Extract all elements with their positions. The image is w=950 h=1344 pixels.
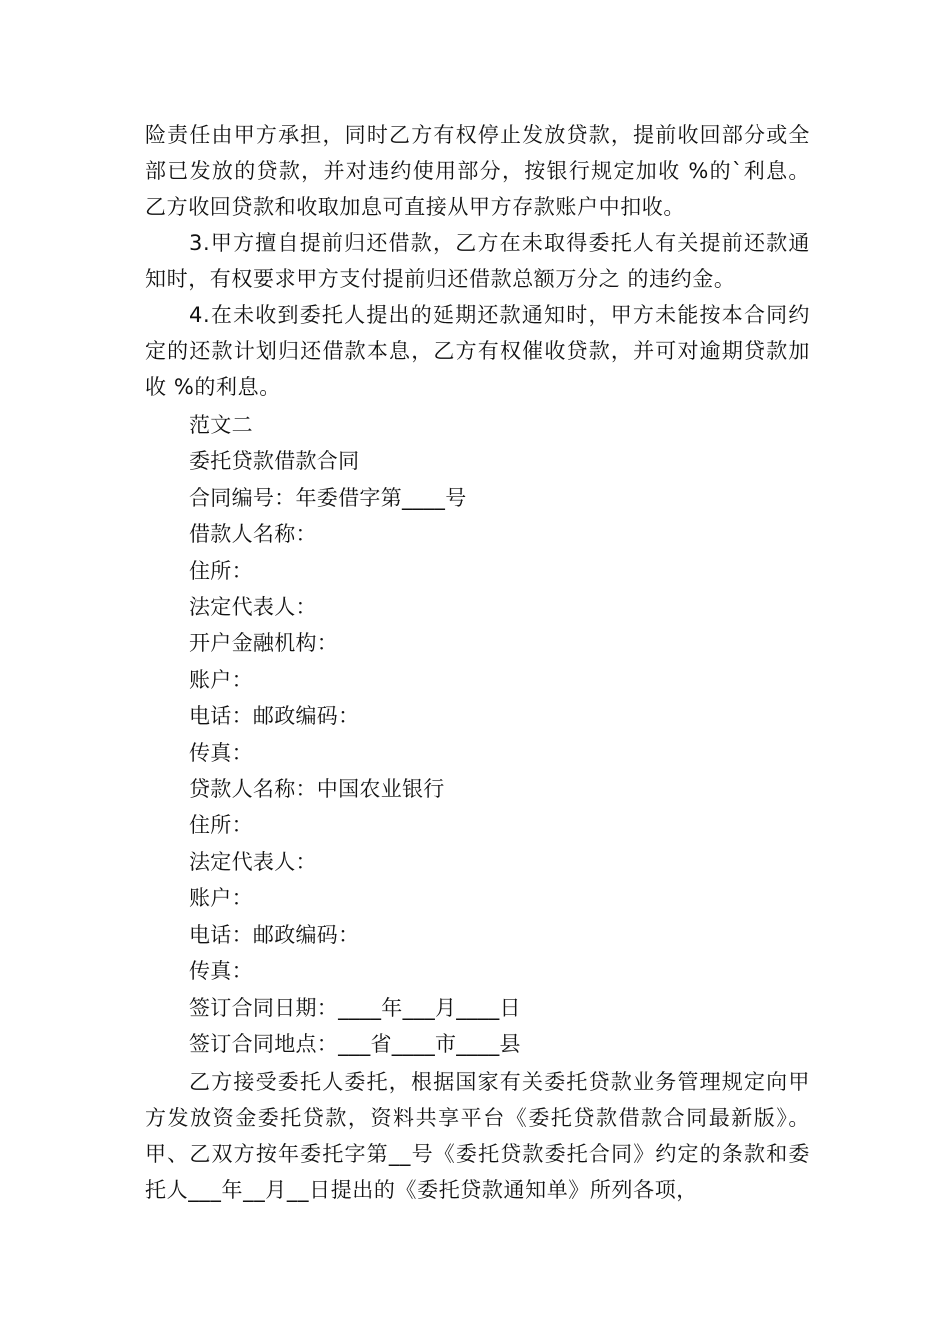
signing-place: 签订合同地点：___省____市____县 <box>189 1031 521 1056</box>
contract-number: 合同编号：年委借字第____号 <box>189 485 467 510</box>
borrower-account: 账户： <box>189 667 253 692</box>
document-body <box>145 117 810 1208</box>
lender-account: 账户： <box>189 886 253 911</box>
section-label: 范文二 <box>189 413 253 437</box>
paragraph-liability-clause: 险责任由甲方承担，同时乙方有权停止发放贷款，提前收回部分或全部已发放的贷款，并对违约使用部分，按银行规定加收 %的`利息。乙方收回贷款和收取加息可直接从甲方存款账户中扣收。 <box>145 123 810 219</box>
borrower-legal-rep: 法定代表人： <box>189 595 317 620</box>
contract-title: 委托贷款借款合同 <box>189 449 360 474</box>
borrower-name: 借款人名称： <box>189 522 317 547</box>
borrower-address: 住所： <box>189 558 253 583</box>
lender-phone-postcode: 电话：邮政编码： <box>189 922 360 947</box>
borrower-phone-postcode: 电话：邮政编码： <box>189 704 360 729</box>
paragraph-clause-4: 4.在未收到委托人提出的延期还款通知时，甲方未能按本合同约定的还款计划归还借款本息，乙方有权催收贷款，并可对逾期贷款加收 %的利息。 <box>145 303 810 399</box>
lender-legal-rep: 法定代表人： <box>189 849 317 874</box>
signing-date: 签订合同日期：____年___月____日 <box>189 995 521 1020</box>
paragraph-clause-3: 3.甲方擅自提前归还借款，乙方在未取得委托人有关提前还款通知时，有权要求甲方支付提前归还借款总额万分之 的违约金。 <box>145 231 810 291</box>
borrower-bank: 开户金融机构： <box>189 631 339 656</box>
lender-address: 住所： <box>189 813 253 838</box>
paragraph-entrustment: 乙方接受委托人委托，根据国家有关委托贷款业务管理规定向甲方发放资金委托贷款，资料共享平台《委托贷款借款合同最新版》。甲、乙双方按年委托字第__号《委托贷款委托合同》约定的条款和委托人___年__月__日提出的《委托贷款通知单》所列各项， <box>145 1070 810 1203</box>
borrower-fax: 传真： <box>189 740 253 765</box>
lender-name: 贷款人名称：中国农业银行 <box>189 777 445 802</box>
lender-fax: 传真： <box>189 959 253 984</box>
